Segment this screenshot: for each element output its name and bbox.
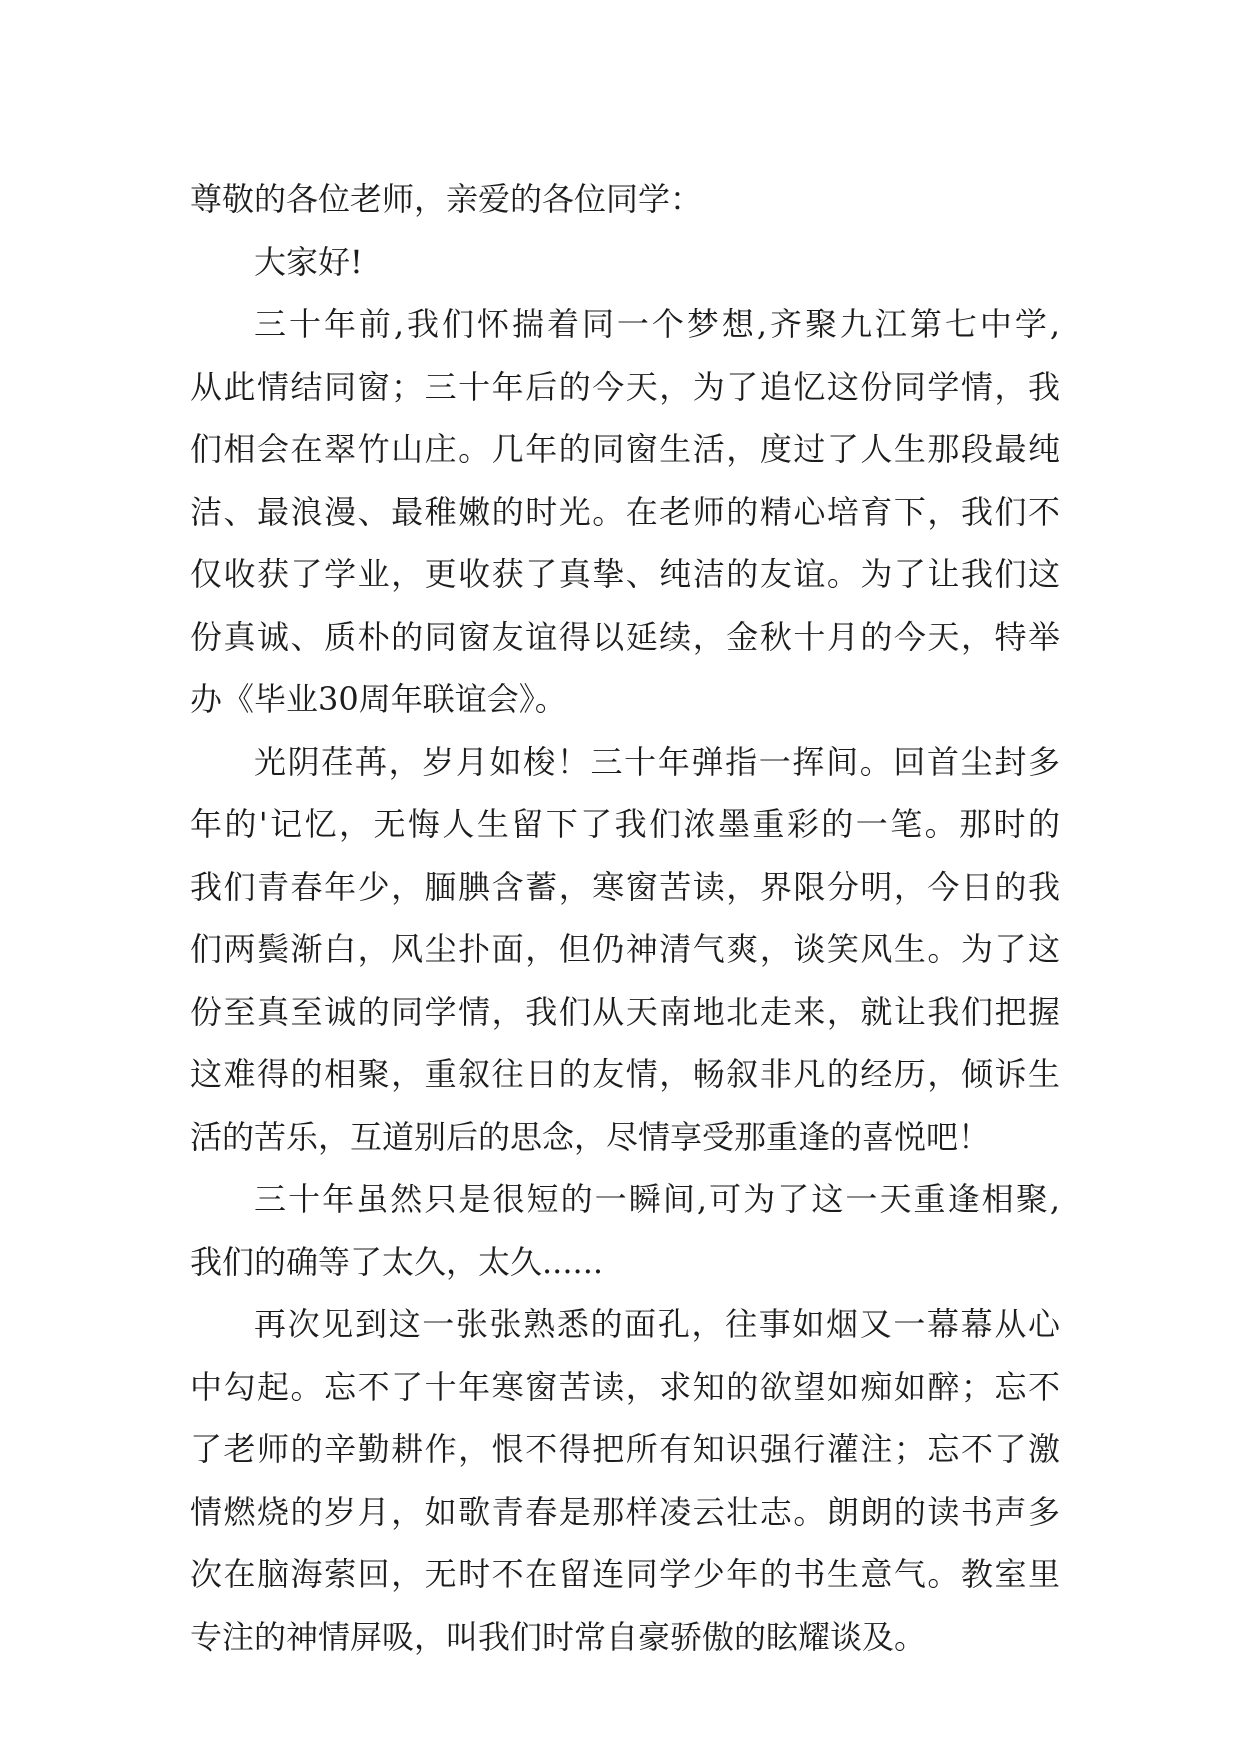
paragraph-1-line-5: 仅收获了学业，更收获了真挚、纯洁的友谊。为了让我们这 — [190, 555, 1060, 593]
greeting-line: 大家好! — [254, 242, 363, 281]
paragraph-4-line-5: 次在脑海萦回，无时不在留连同学少年的书生意气。教室里 — [190, 1555, 1060, 1593]
paragraph-4-line-6: 专注的神情屏吸，叫我们时常自豪骄傲的眩耀谈及。 — [190, 1617, 927, 1656]
paragraph-3-line-2: 我们的确等了太久，太久...... — [190, 1242, 604, 1281]
paragraph-1-line-4: 洁、最浪漫、最稚嫩的时光。在老师的精心培育下，我们不 — [190, 492, 1060, 531]
paragraph-2-line-5: 份至真至诚的同学情，我们从天南地北走来，就让我们把握 — [190, 992, 1060, 1031]
paragraph-2-line-2: 年的'记忆，无悔人生留下了我们浓墨重彩的一笔。那时的 — [190, 805, 1060, 843]
document-body — [190, 168, 1060, 1668]
paragraph-4-line-1: 再次见到这一张张熟悉的面孔，往事如烟又一幕幕从心 — [254, 1305, 1060, 1343]
paragraph-2-line-6: 这难得的相聚，重叙往日的友情，畅叙非凡的经历，倾诉生 — [190, 1055, 1060, 1093]
paragraph-2-line-1: 光阴荏苒，岁月如梭！三十年弹指一挥间。回首尘封多 — [254, 742, 1060, 781]
paragraph-2-line-7: 活的苦乐，互道别后的思念，尽情享受那重逢的喜悦吧！ — [190, 1117, 991, 1156]
paragraph-3-line-1: 三十年虽然只是很短的一瞬间,可为了这一天重逢相聚, — [254, 1180, 1060, 1218]
salutation-line: 尊敬的各位老师，亲爱的各位同学： — [190, 180, 703, 218]
paragraph-4-line-4: 情燃烧的岁月，如歌青春是那样凌云壮志。朗朗的读书声多 — [190, 1492, 1060, 1531]
paragraph-1-line-3: 们相会在翠竹山庄。几年的同窗生活，度过了人生那段最纯 — [190, 430, 1060, 468]
paragraph-4-line-3: 了老师的辛勤耕作，恨不得把所有知识强行灌注；忘不了激 — [190, 1430, 1060, 1468]
paragraph-4-line-2: 中勾起。忘不了十年寒窗苦读，求知的欲望如痴如醉；忘不 — [190, 1367, 1060, 1406]
paragraph-1-line-2: 从此情结同窗；三十年后的今天，为了追忆这份同学情，我 — [190, 367, 1060, 406]
paragraph-2-line-4: 们两鬓渐白，风尘扑面，但仍神清气爽，谈笑风生。为了这 — [190, 930, 1060, 968]
paragraph-1-line-1: 三十年前,我们怀揣着同一个梦想,齐聚九江第七中学, — [254, 305, 1060, 343]
paragraph-2-line-3: 我们青春年少，腼腆含蓄，寒窗苦读，界限分明，今日的我 — [190, 867, 1060, 906]
paragraph-1-line-7: 办《毕业30周年联谊会》。 — [190, 680, 567, 718]
paragraph-1-line-6: 份真诚、质朴的同窗友谊得以延续，金秋十月的今天，特举 — [190, 617, 1060, 656]
